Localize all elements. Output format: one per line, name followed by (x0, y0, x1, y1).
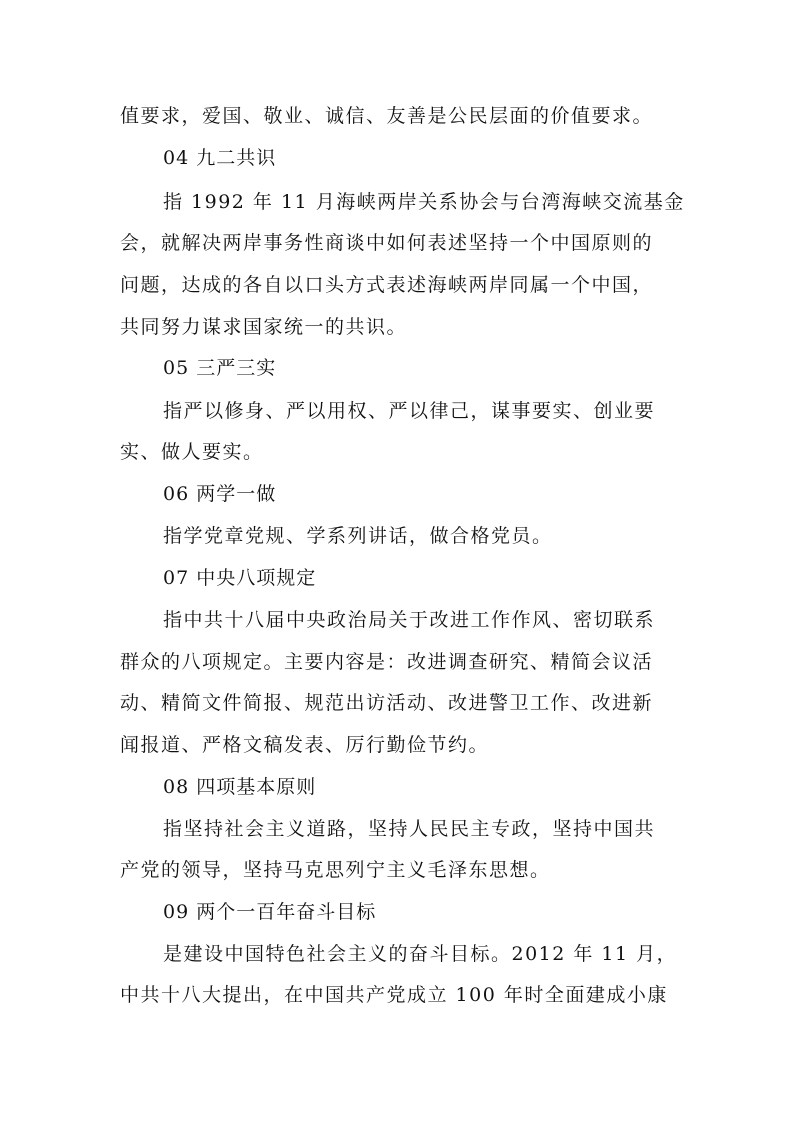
body-text-line: 动、精简文件简报、规范出访活动、改进警卫工作、改进新 (120, 692, 654, 714)
section-heading: 08 四项基本原则 (163, 776, 317, 798)
body-text-line: 共同努力谋求国家统一的共识。 (120, 316, 408, 338)
body-text-line: 指学党章党规、学系列讲话，做合格党员。 (163, 525, 553, 547)
body-text-line: 闻报道、严格文稿发表、厉行勤俭节约。 (120, 734, 490, 756)
body-text-line: 值要求，爱国、敬业、诚信、友善是公民层面的价值要求。 (120, 105, 654, 127)
section-heading: 09 两个一百年奋斗目标 (163, 901, 377, 923)
body-text-line: 实、做人要实。 (120, 441, 264, 463)
body-text-line: 产党的领导，坚持马克思列宁主义毛泽东思想。 (120, 859, 551, 881)
body-text-line: 指中共十八届中央政治局关于改进工作作风、密切联系 (163, 609, 656, 631)
section-heading: 07 中央八项规定 (163, 567, 317, 589)
section-heading: 04 九二共识 (163, 147, 277, 169)
body-text-line: 群众的八项规定。主要内容是：改进调查研究、精简会议活 (120, 651, 654, 673)
body-text-line: 问题，达成的各自以口头方式表述海峡两岸同属一个中国， (120, 274, 654, 296)
body-text-line: 会，就解决两岸事务性商谈中如何表述坚持一个中国原则的 (120, 232, 654, 254)
body-text-line: 中共十八大提出，在中国共产党成立 100 年时全面建成小康 (120, 984, 668, 1006)
body-text-line: 是建设中国特色社会主义的奋斗目标。2012 年 11 月， (163, 943, 678, 965)
body-text-line: 指 1992 年 11 月海峡两岸关系协会与台湾海峡交流基金 (163, 191, 685, 213)
section-heading: 05 三严三实 (163, 357, 277, 379)
body-text-line: 指严以修身、严以用权、严以律己，谋事要实、创业要 (163, 400, 656, 422)
section-heading: 06 两学一做 (163, 483, 277, 505)
body-text-line: 指坚持社会主义道路，坚持人民民主专政，坚持中国共 (163, 818, 656, 840)
